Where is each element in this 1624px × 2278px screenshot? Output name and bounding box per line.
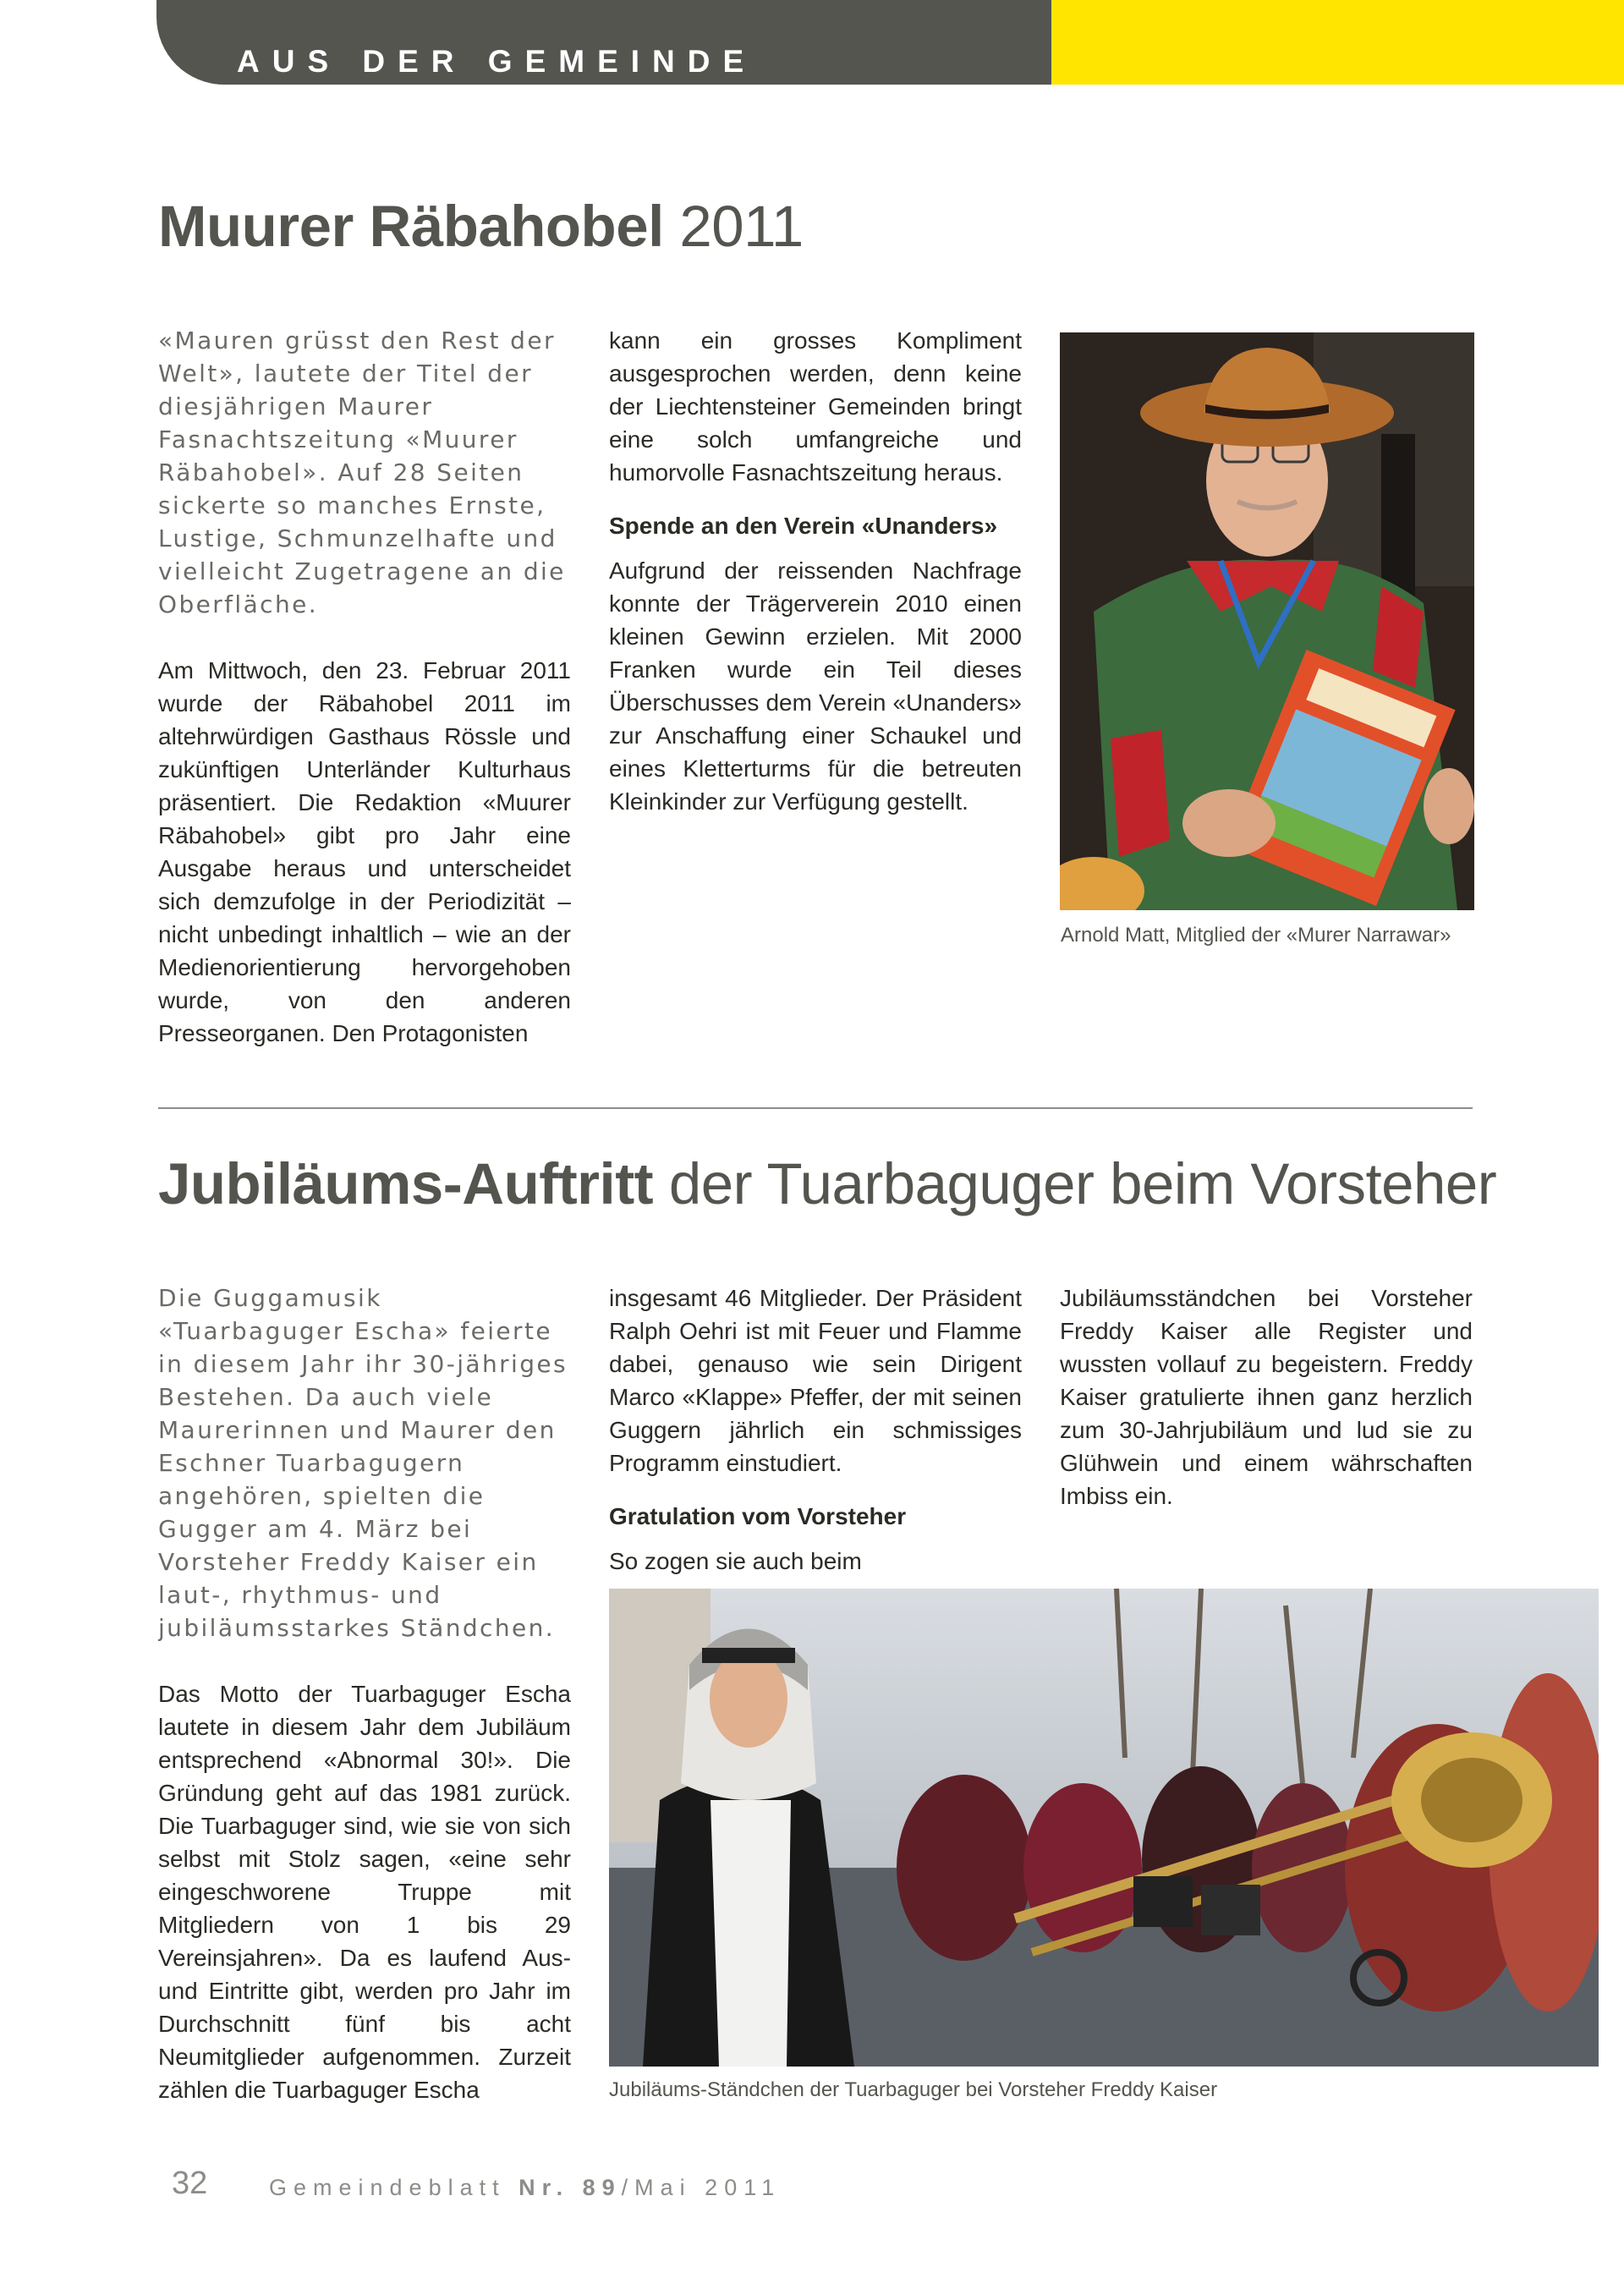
publication-name: Gemeindeblatt <box>269 2175 519 2200</box>
photo-arnold-matt-illustration <box>1060 332 1474 910</box>
publication-issue: Nr. 89 <box>518 2175 622 2200</box>
section-header-accent <box>1051 0 1624 85</box>
article-1-title <box>158 193 804 260</box>
article-1-title-year: 2011 <box>663 194 804 259</box>
article-2-title-bold: Jubiläums-Auftritt <box>158 1151 654 1216</box>
publication-info <box>269 2175 781 2201</box>
article-1-paragraph-1-continued: kann ein grosses Kompliment ausgesprochen werden, denn keine der Liechtensteiner Gemeinden bringt eine solch umfangreiche und humorvolle Fasnachtszeitung heraus. <box>609 327 1022 486</box>
article-2-column-1 <box>158 1282 571 2111</box>
article-2-paragraph-1: Das Motto der Tuarbaguger Escha lautete in diesem Jahr dem Jubiläum entsprechend «Abnormal 30!». Die Gründung geht auf das 1981 zurück. Die Tuarbaguger sind, wie sie von sich selbst mit Stolz sagen, «eine sehr eingeschworene Truppe mit Mitgliedern von 1 bis 29 Vereinsjahren». Da es laufend Aus- und Eintritte gibt, werden pro Jahr im Durchschnitt fünf bis acht Neumitglieder aufgenommen. Zurzeit zählen die Tuarbaguger Escha <box>158 1681 571 2103</box>
article-1-title-bold: Muurer Räbahobel <box>158 194 664 259</box>
photo-tuarbaguger-illustration <box>609 1589 1599 2067</box>
article-2-paragraph-1-continued: insgesamt 46 Mitglieder. Der Präsident Ralph Oehri ist mit Feuer und Flamme dabei, genauso wie sein Dirigent Marco «Klappe» Pfeffer, der mit seinen Guggern jährlich ein schmissiges Programm einstudiert. <box>609 1285 1022 1476</box>
article-1-lead: «Mauren grüsst den Rest der Welt», lautete der Titel der diesjährigen Maurer Fasnachtszeitung «Muurer Räbahobel». Auf 28 Seiten sickerte so manches Ernste, Lustige, Schmunzelhafte und vielleicht Zugetragene an die Oberfläche. <box>158 327 566 618</box>
article-1-column-1 <box>158 324 571 1057</box>
photo-tuarbaguger-caption: Jubiläums-Ständchen der Tuarbaguger bei Vorsteher Freddy Kaiser <box>609 2078 1218 2101</box>
publication-date: /Mai 2011 <box>621 2175 782 2200</box>
article-1-column-2 <box>609 324 1022 818</box>
article-2-title <box>158 1150 1496 1217</box>
article-2-column-2 <box>609 1282 1022 1578</box>
article-2-column-3 <box>1060 1282 1473 1512</box>
article-2-lead: Die Guggamusik «Tuarbaguger Escha» feierte in diesem Jahr ihr 30-jähriges Bestehen. Da auch viele Maurerinnen und Maurer den Eschner Tuarbagugern angehören, spielten die Gugger am 4. März bei Vorsteher Freddy Kaiser ein laut-, rhythmus- und jubiläumsstarkes Ständchen. <box>158 1284 568 1642</box>
article-1-subheading: Spende an den Verein «Unanders» <box>609 513 998 539</box>
article-divider <box>158 1107 1473 1109</box>
article-2-paragraph-2-continued: Jubiläumsständchen bei Vorsteher Freddy Kaiser alle Register und wussten vollauf zu begeistern. Freddy Kaiser gratulierte ihnen ganz herzlich zum 30-Jahrjubiläum und lud sie zu Glühwein und einem währschaften Imbiss ein. <box>1060 1285 1473 1509</box>
article-2-title-light: der Tuarbaguger beim Vorsteher <box>653 1151 1497 1216</box>
article-1-paragraph-1: Am Mittwoch, den 23. Februar 2011 wurde der Räbahobel 2011 im altehrwürdigen Gasthaus Rössle und zukünftigen Unterländer Kulturhaus präsentiert. Die Redaktion «Muurer Räbahobel» gibt pro Jahr eine Ausgabe heraus und unterscheidet sich demzufolge in der Periodizität – nicht unbedingt inhaltlich – wie an der Medienorientierung hervorgehoben wurde, von den anderen Presseorganen. Den Protagonisten <box>158 657 571 1046</box>
page-number: 32 <box>172 2165 208 2201</box>
photo-arnold-matt-caption: Arnold Matt, Mitglied der «Murer Narrawar» <box>1061 924 1451 947</box>
article-2-paragraph-2: So zogen sie auch beim <box>609 1548 862 1574</box>
article-1-paragraph-2: Aufgrund der reissenden Nachfrage konnte der Trägerverein 2010 einen kleinen Gewinn erzielen. Mit 2000 Franken wurde ein Teil dieses Überschusses dem Verein «Unanders» zur Anschaffung einer Schaukel und eines Kletterturms für die betreuten Kleinkinder zur Verfügung gestellt. <box>609 557 1022 815</box>
photo-arnold-matt <box>1060 332 1474 910</box>
section-title: AUS DER GEMEINDE <box>237 44 757 79</box>
article-2-subheading: Gratulation vom Vorsteher <box>609 1503 907 1529</box>
photo-tuarbaguger-staendchen <box>609 1589 1599 2067</box>
